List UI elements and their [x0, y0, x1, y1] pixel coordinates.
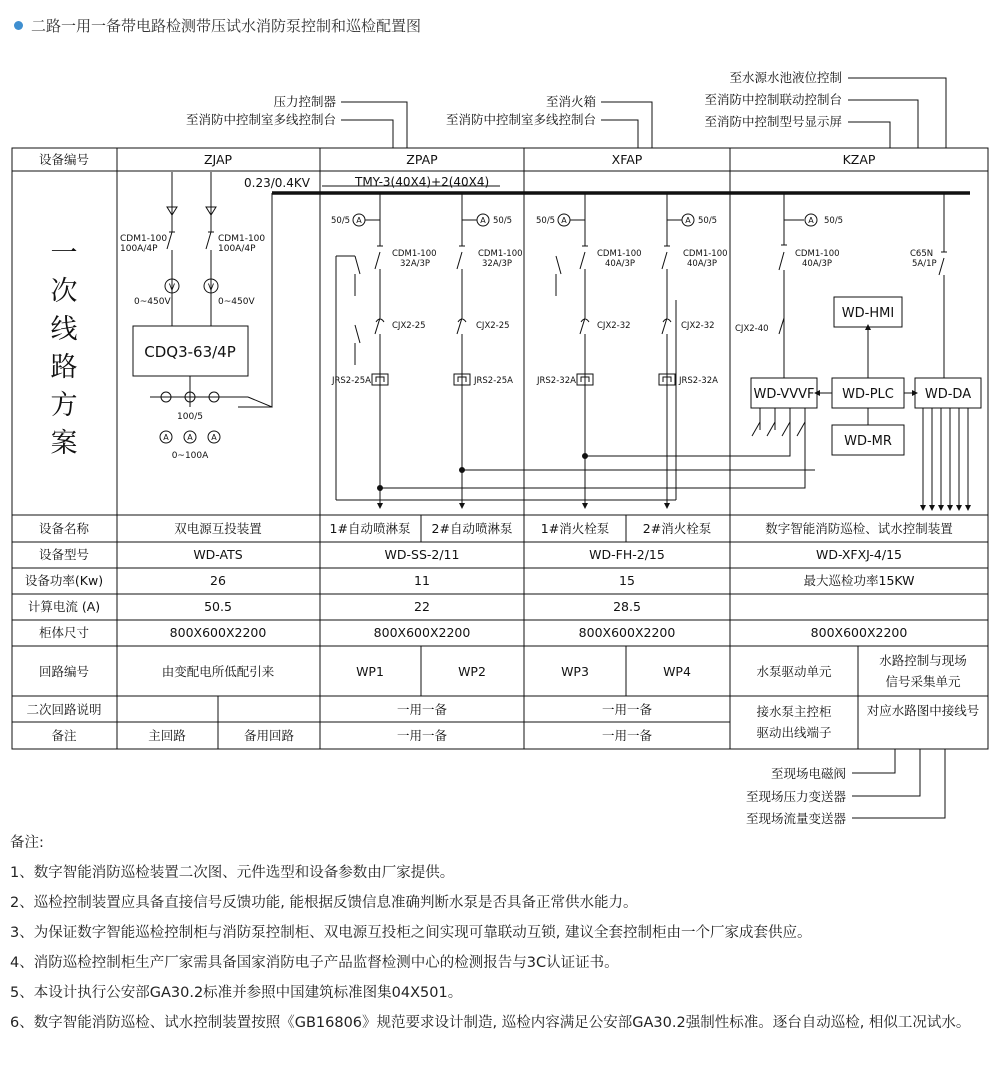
pump-breaker-model: CDM1-100	[683, 249, 728, 259]
svg-text:800X600X2200: 800X600X2200	[578, 625, 676, 640]
header-device-no: 设备编号	[38, 152, 90, 167]
top-leader-lines	[341, 78, 946, 148]
svg-text:WP1: WP1	[356, 664, 384, 679]
svg-text:WP2: WP2	[458, 664, 486, 679]
note-item: 1、数字智能消防巡检装置二次图、元件选型和设备参数由厂家提供。	[10, 865, 455, 881]
svg-text:50.5: 50.5	[204, 599, 232, 614]
header-kzap: KZAP	[842, 152, 876, 167]
svg-text:WD-XFXJ-4/15: WD-XFXJ-4/15	[815, 547, 903, 562]
svg-text:案: 案	[50, 428, 78, 459]
notes-section	[10, 828, 995, 1038]
label-fire-box: 至消火箱	[545, 94, 596, 109]
svg-text:WP4: WP4	[663, 664, 691, 679]
svg-text:接水泵主控柜: 接水泵主控柜	[756, 704, 832, 719]
da-box: WD-DA	[924, 387, 972, 402]
mr-box: WD-MR	[844, 434, 892, 449]
svg-text:一用一备: 一用一备	[396, 728, 448, 743]
svg-text:A: A	[808, 216, 814, 225]
svg-text:0~450V: 0~450V	[134, 297, 171, 307]
svg-text:备用回路: 备用回路	[243, 728, 295, 743]
svg-text:方: 方	[50, 390, 78, 421]
label-pressure-controller: 压力控制器	[273, 94, 336, 109]
row-label-circuit: 回路编号	[38, 664, 90, 679]
svg-text:CDM1-100: CDM1-100	[120, 234, 168, 244]
bottom-leader-lines	[852, 749, 945, 818]
svg-text:1#自动喷淋泵: 1#自动喷淋泵	[329, 521, 411, 536]
pump-breaker-rating: 32A/3P	[400, 259, 431, 269]
svg-text:0~450V: 0~450V	[218, 297, 255, 307]
svg-text:800X600X2200: 800X600X2200	[810, 625, 908, 640]
svg-text:最大巡检功率15KW: 最大巡检功率15KW	[803, 573, 915, 588]
svg-text:CJX2-40: CJX2-40	[735, 324, 769, 334]
pump-breaker-rating: 40A/3P	[605, 259, 636, 269]
svg-text:2#自动喷淋泵: 2#自动喷淋泵	[431, 521, 513, 536]
note-item: 6、数字智能消防巡检、试水控制装置按照《GB16806》规范要求设计制造, 巡检内容满足公安部GA30.2强制性标准。逐台自动巡检, 相似工况试水。	[10, 1015, 971, 1031]
svg-text:数字智能消防巡检、试水控制装置: 数字智能消防巡检、试水控制装置	[765, 521, 953, 536]
svg-text:0~100A: 0~100A	[171, 451, 209, 461]
row-label-current: 计算电流 (A)	[27, 599, 101, 614]
svg-text:一: 一	[50, 238, 78, 269]
svg-text:A: A	[561, 216, 567, 225]
label-linkage: 至消防中控制联动控制台	[704, 92, 842, 107]
svg-text:V: V	[207, 283, 215, 293]
header-zjap: ZJAP	[203, 152, 233, 167]
pump-breaker-model: CDM1-100	[478, 249, 523, 259]
header-xfap: XFAP	[611, 152, 643, 167]
pump-ct: 50/5	[493, 216, 513, 226]
svg-text:CDM1-100: CDM1-100	[218, 234, 266, 244]
plc-box: WD-PLC	[842, 387, 894, 402]
pump-breaker-rating: 40A/3P	[687, 259, 718, 269]
row-label-size: 柜体尺寸	[38, 625, 90, 640]
svg-text:100/5: 100/5	[177, 412, 203, 422]
svg-text:WD-FH-2/15: WD-FH-2/15	[589, 547, 665, 562]
label-zjap-multiline: 至消防中控制室多线控制台	[185, 112, 336, 127]
pump-relay: JRS2-25A	[474, 376, 513, 386]
label-water-level: 至水源水池液位控制	[729, 70, 842, 85]
row-label-secondary: 二次回路说明	[26, 702, 102, 717]
pump-relay: JRS2-32A	[679, 376, 718, 386]
svg-text:双电源互投装置: 双电源互投装置	[174, 521, 262, 536]
svg-text:次: 次	[50, 276, 78, 307]
zjap-section	[120, 172, 272, 461]
svg-text:WP3: WP3	[561, 664, 589, 679]
kzap-section	[735, 193, 981, 508]
svg-text:A: A	[480, 216, 486, 225]
label-flow-transmitter: 至现场流量变送器	[745, 811, 846, 826]
pump-relay: JRS2-32A	[537, 376, 576, 386]
svg-text:线: 线	[50, 314, 78, 345]
svg-text:A: A	[356, 216, 362, 225]
note-item: 3、为保证数字智能巡检控制柜与消防泵控制柜、双电源互投柜之间实现可靠联动互锁, 建议全套控制柜由一个厂家成套供应。	[10, 925, 812, 941]
pump-ct: 50/5	[536, 216, 556, 226]
pump-feeder-3	[536, 193, 642, 470]
pump-ct: 50/5	[698, 216, 718, 226]
bus-spec: TMY-3(40X4)+2(40X4)	[355, 175, 490, 189]
svg-text:CDM1-100: CDM1-100	[795, 249, 840, 259]
notes-heading: 备注:	[10, 835, 44, 851]
svg-text:50/5: 50/5	[824, 216, 844, 226]
hmi-box: WD-HMI	[841, 306, 895, 321]
svg-text:信号采集单元: 信号采集单元	[885, 674, 961, 689]
row-label-model: 设备型号	[38, 547, 90, 562]
svg-text:1#消火栓泵: 1#消火栓泵	[540, 521, 610, 536]
primary-scheme-label	[51, 238, 78, 459]
svg-text:一用一备: 一用一备	[601, 702, 653, 717]
svg-text:800X600X2200: 800X600X2200	[373, 625, 471, 640]
svg-text:11: 11	[414, 573, 430, 588]
svg-text:800X600X2200: 800X600X2200	[169, 625, 267, 640]
pump-feeder-1	[331, 193, 437, 470]
svg-text:路: 路	[50, 352, 78, 383]
page-title: 二路一用一备带电路检测带压试水消防泵控制和巡检配置图	[31, 16, 422, 35]
row-label-remark: 备注	[51, 728, 77, 743]
pump-contactor: CJX2-25	[392, 321, 426, 331]
svg-text:由变配电所低配引来: 由变配电所低配引来	[161, 664, 275, 679]
svg-text:一用一备: 一用一备	[601, 728, 653, 743]
label-solenoid-valve: 至现场电磁阀	[770, 766, 846, 781]
ats-model: CDQ3-63/4P	[144, 343, 236, 361]
svg-text:A: A	[685, 216, 691, 225]
pump-ct: 50/5	[331, 216, 351, 226]
vvvf-box: WD-VVVF	[753, 387, 815, 402]
svg-text:100A/4P: 100A/4P	[218, 244, 256, 254]
pump-feeder-4	[659, 193, 728, 470]
svg-text:100A/4P: 100A/4P	[120, 244, 158, 254]
label-xfap-multiline: 至消防中控制室多线控制台	[445, 112, 596, 127]
pump-contactor: CJX2-32	[597, 321, 631, 331]
pump-breaker-model: CDM1-100	[597, 249, 642, 259]
pump-sections	[331, 193, 728, 470]
svg-text:WD-SS-2/11: WD-SS-2/11	[384, 547, 460, 562]
bus-voltage: 0.23/0.4KV	[244, 176, 310, 190]
pump-contactor: CJX2-32	[681, 321, 715, 331]
note-item: 2、巡检控制装置应具备直接信号反馈功能, 能根据反馈信息准确判断水泵是否具备正常供水能力。	[10, 895, 638, 911]
pump-breaker-rating: 32A/3P	[482, 259, 513, 269]
svg-text:A: A	[211, 433, 217, 442]
row-label-power: 设备功率(Kw)	[24, 573, 104, 588]
label-model-display: 至消防中控制型号显示屏	[704, 114, 842, 129]
svg-text:主回路: 主回路	[148, 728, 186, 743]
svg-text:28.5: 28.5	[613, 599, 641, 614]
label-pressure-transmitter: 至现场压力变送器	[745, 789, 846, 804]
svg-text:对应水路图中接线号: 对应水路图中接线号	[866, 703, 980, 718]
svg-text:15: 15	[619, 573, 635, 588]
svg-text:驱动出线端子: 驱动出线端子	[756, 725, 832, 740]
svg-text:C65N: C65N	[910, 249, 934, 259]
svg-text:WD-ATS: WD-ATS	[193, 547, 243, 562]
svg-text:A: A	[187, 433, 193, 442]
pump-contactor: CJX2-25	[476, 321, 510, 331]
svg-text:水路控制与现场: 水路控制与现场	[879, 653, 967, 668]
note-item: 4、消防巡检控制柜生产厂家需具备国家消防电子产品监督检测中心的检测报告与3C认证证书。	[10, 955, 619, 971]
svg-text:2#消火栓泵: 2#消火栓泵	[642, 521, 712, 536]
busbar	[244, 175, 970, 193]
svg-text:26: 26	[210, 573, 226, 588]
svg-text:40A/3P: 40A/3P	[802, 259, 833, 269]
svg-text:一用一备: 一用一备	[396, 702, 448, 717]
header-zpap: ZPAP	[406, 152, 438, 167]
row-label-name: 设备名称	[38, 521, 90, 536]
svg-text:22: 22	[414, 599, 430, 614]
svg-text:A: A	[163, 433, 169, 442]
svg-text:水泵驱动单元: 水泵驱动单元	[756, 664, 832, 679]
pump-feeder-2	[454, 193, 523, 470]
pump-relay: JRS2-25A	[332, 376, 371, 386]
pump-breaker-model: CDM1-100	[392, 249, 437, 259]
note-item: 5、本设计执行公安部GA30.2标准并参照中国建筑标准图集04X501。	[10, 985, 463, 1001]
svg-text:5A/1P: 5A/1P	[912, 259, 937, 269]
svg-text:V: V	[168, 283, 176, 293]
